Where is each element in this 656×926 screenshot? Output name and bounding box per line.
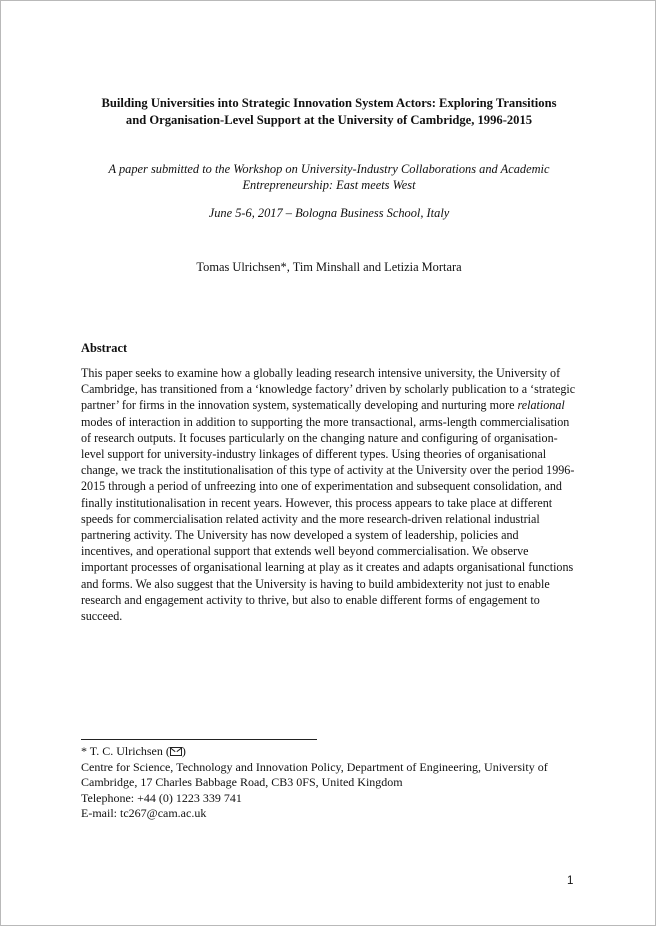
abstract-line: This paper seeks to examine how a globally leading research intensive university, the University of [81,366,561,380]
abstract-line-text: partner’ for firms in the innovation system, systematically developing and nurturing more [81,398,518,413]
abstract-line: Cambridge, has transitioned from a ‘knowledge factory’ driven by scholarly publication to a ‘strategic [81,382,576,397]
submission-note [71,161,587,193]
abstract-line: partnering activity. The University has now developed a system of leadership, policies and [81,528,519,543]
footnote-telephone: Telephone: +44 (0) 1223 339 741 [81,790,242,805]
abstract-heading: Abstract [81,341,128,355]
submission-line: Entrepreneurship: East meets West [242,178,416,192]
abstract-line: level support for university-industry linkages of different types. Using theories of organisational [81,447,547,462]
footnote [81,744,601,822]
abstract-body [81,365,581,624]
abstract-line: finally institutionalisation in recent years. However, this process appears to take place at different [81,495,553,510]
title-line: Building Universities into Strategic Innovation System Actors: Exploring Transitions [101,96,557,110]
title-line: and Organisation-Level Support at the University of Cambridge, 1996-2015 [125,113,533,127]
paper-title [61,95,597,129]
abstract-line: change, we track the institutionalisation of this type of activity at the University over the period 1996- [81,463,575,478]
abstract-line: speeds for commercialisation related activity and the more research-driven relational industrial [81,511,540,526]
abstract-line: 2015 through a period of unfreezing into one of experimentation and subsequent consolidation, and [81,479,562,494]
abstract-line [81,397,581,413]
footnote-line: Centre for Science, Technology and Innovation Policy, Department of Engineering, University of [81,759,548,774]
footnote-author: * T. C. Ulrichsen ( [81,744,170,758]
abstract-line: succeed. [81,609,123,624]
abstract-line: research and engagement activity to thrive, but also to enable different forms of engagement to [81,592,540,607]
envelope-icon [170,747,182,756]
abstract-line: incentives, and operational support that extends well beyond commercialisation. We observe [81,544,529,559]
footnote-divider [81,739,317,740]
abstract-line: important processes of organisational learning at play as it creates and adapts organisational functions [81,560,574,575]
abstract-line: of research outputs. It focuses particularly on the changing nature and configuring of organisation- [81,430,558,445]
abstract-line: and forms. We also suggest that the University is having to build ambidexterity not just to enable [81,576,550,591]
abstract-line: modes of interaction in addition to supporting the more transactional, arms-length commercialisation [81,414,570,429]
date-venue: June 5-6, 2017 – Bologna Business School, Italy [208,206,450,220]
authors: Tomas Ulrichsen*, Tim Minshall and Letizia Mortara [196,260,462,274]
page-number: 1 [567,875,574,887]
footnote-line: Cambridge, 17 Charles Babbage Road, CB3 0FS, United Kingdom [81,775,403,790]
submission-line: A paper submitted to the Workshop on University-Industry Collaborations and Academic [108,162,550,176]
footnote-author-line [81,744,601,760]
abstract-italic-word: relational [517,398,565,413]
footnote-email: E-mail: tc267@cam.ac.uk [81,806,207,821]
footnote-author-close: ) [181,744,186,758]
